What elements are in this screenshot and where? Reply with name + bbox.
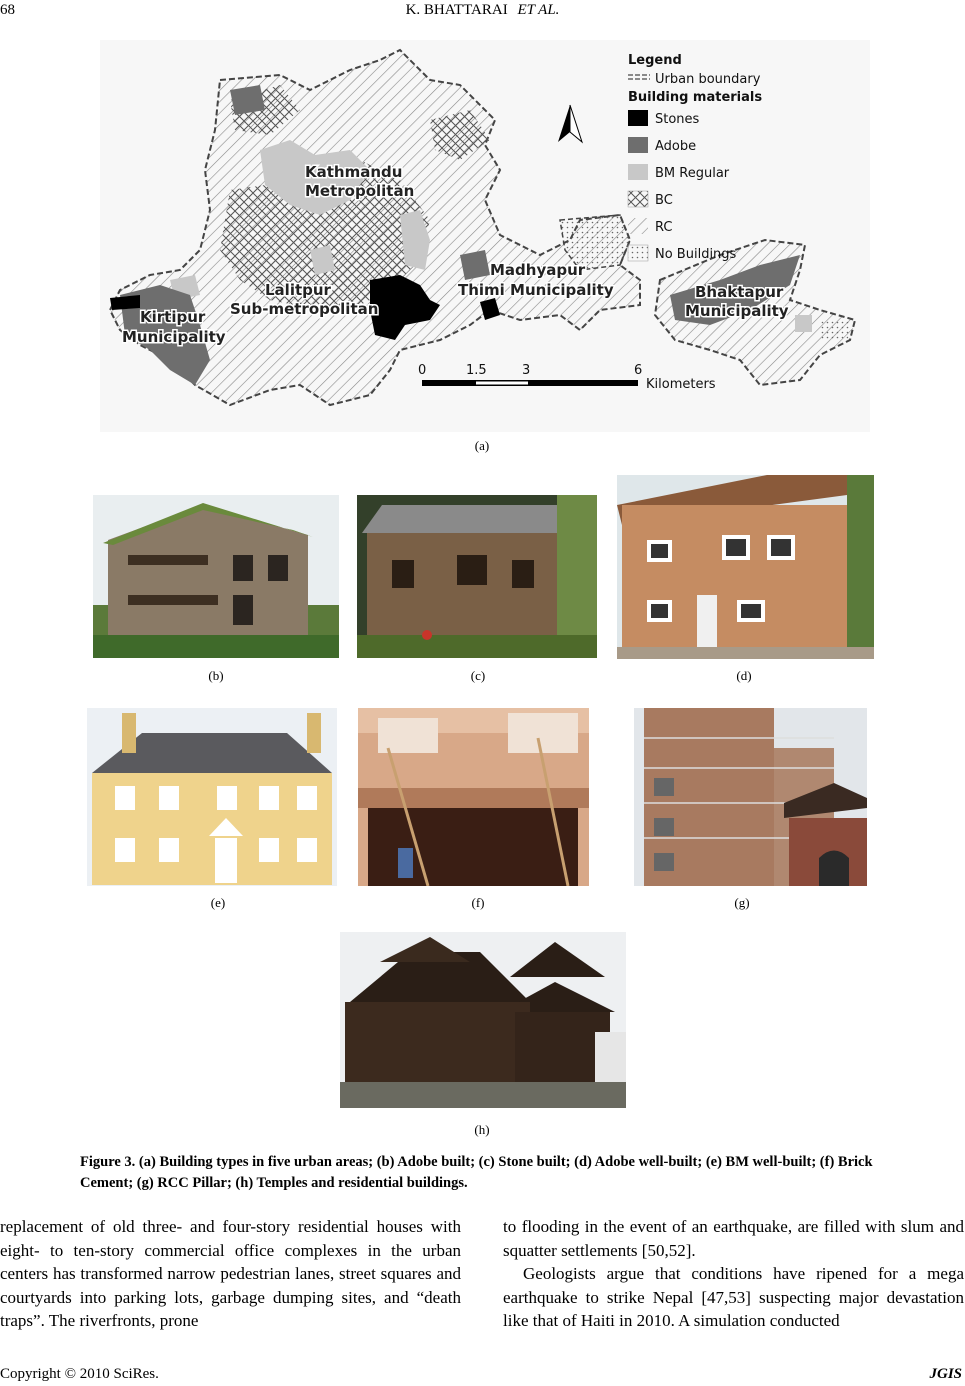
panel-label-a: (a)	[474, 438, 490, 453]
scale-tick-0: 0	[418, 363, 427, 378]
urban-building-materials-map	[100, 40, 870, 432]
body-paragraph: Geologists argue that conditions have ripened for a mega earthquake to strike Nepal [47,53] suspecting major devastation like that of Haiti in 2010. A simulation conducted	[503, 1264, 964, 1330]
body-paragraph: replacement of old three- and four-story residential houses with eight- to ten-story commercial office complexes in the urban centers has transformed narrow pedestrian lanes, street squares and courtyards into parking lots, garbage dumping sites, and “death traps”. The riverfronts, prone	[0, 1217, 461, 1330]
legend-swatch-rc	[628, 218, 648, 234]
map-label-kirtipur-1: Kirtipur	[140, 308, 206, 326]
panel-label-d: (d)	[736, 668, 752, 683]
running-title-etal: ET AL.	[517, 2, 560, 18]
map-label-madhyapur-1: Madhyapur	[490, 261, 586, 279]
footer-copyright: Copyright © 2010 SciRes.	[0, 1366, 159, 1382]
legend-building-materials-title: Building materials	[628, 90, 763, 105]
map-label-bhaktapur-1: Bhaktapur	[695, 283, 784, 301]
legend-swatch-stones	[628, 110, 648, 126]
legend-swatch-no-buildings	[628, 245, 648, 261]
map-label-kirtipur-2: Municipality	[122, 328, 226, 346]
legend-rc: RC	[655, 220, 673, 235]
running-title	[0, 2, 965, 19]
panel-label-f: (f)	[471, 895, 485, 910]
photo-bm-well-built	[87, 708, 337, 886]
scale-unit: Kilometers	[646, 377, 716, 392]
map-label-kathmandu-2: Metropolitan	[305, 182, 415, 200]
map-label-lalitpur-2: Sub-metropolitan	[230, 300, 379, 318]
photo-adobe-built	[93, 495, 339, 658]
legend-swatch-adobe	[628, 137, 648, 153]
body-paragraph: to flooding in the event of an earthquake, are filled with slum and squatter settlements [50,52].	[503, 1217, 964, 1260]
photo-adobe-well-built	[617, 475, 874, 659]
photo-temples-residential	[340, 932, 626, 1108]
map-label-madhyapur-2: Thimi Municipality	[458, 281, 614, 299]
legend-swatch-bm-regular	[628, 164, 648, 180]
map-label-lalitpur-1: Lalitpur	[265, 281, 331, 299]
scale-tick-2: 3	[522, 363, 531, 378]
body-right-column	[503, 1215, 964, 1333]
map-label-kathmandu-1: Kathmandu	[305, 163, 403, 181]
page-number: 68	[0, 2, 15, 18]
footer-journal: JGIS	[929, 1366, 962, 1382]
photo-rcc-pillar	[634, 708, 867, 886]
legend-urban-boundary: Urban boundary	[655, 72, 761, 87]
legend-adobe: Adobe	[655, 139, 697, 154]
legend-stones: Stones	[655, 112, 700, 127]
scale-tick-1: 1.5	[466, 363, 487, 378]
panel-label-h: (h)	[474, 1122, 490, 1137]
figure-caption: Figure 3. (a) Building types in five urban areas; (b) Adobe built; (c) Stone built; (d) Adobe well-built; (e) BM well-built; (f) Brick Cement; (g) RCC Pillar; (h) Temples and residential buildings.	[80, 1154, 873, 1191]
legend-bm-regular: BM Regular	[655, 166, 730, 181]
panel-label-c: (c)	[470, 668, 486, 683]
legend-bc: BC	[655, 193, 673, 208]
panel-label-b: (b)	[208, 668, 224, 683]
scale-tick-3: 6	[634, 363, 643, 378]
legend-title: Legend	[628, 53, 682, 68]
map-label-bhaktapur-2: Municipality	[685, 302, 789, 320]
photo-brick-cement	[358, 708, 589, 886]
panel-label-g: (g)	[734, 895, 750, 910]
photo-stone-built	[357, 495, 597, 658]
body-left-column	[0, 1215, 461, 1333]
legend-swatch-bc	[628, 191, 648, 207]
legend-no-buildings: No Buildings	[655, 247, 737, 262]
running-title-authors: K. BHATTARAI	[405, 2, 508, 18]
panel-label-e: (e)	[210, 895, 226, 910]
